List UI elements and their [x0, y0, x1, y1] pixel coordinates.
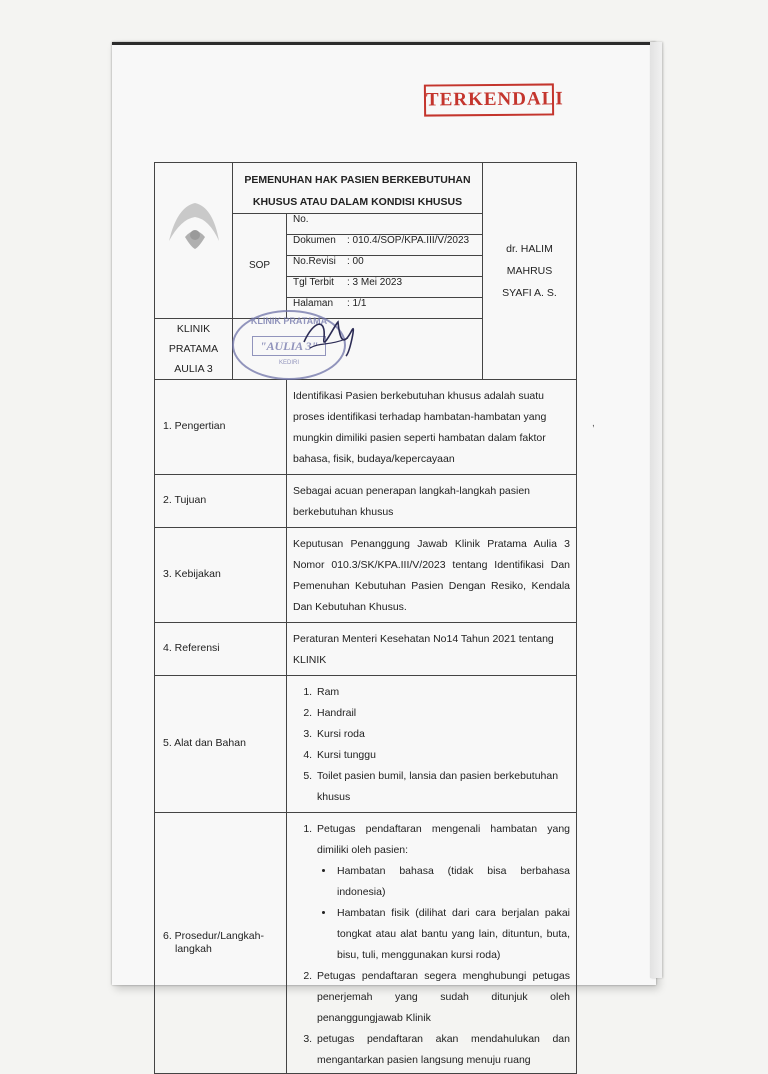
sop-label: SOP [233, 214, 287, 319]
sop-table [154, 162, 577, 1074]
section-label-referensi: 4. Referensi [155, 623, 287, 676]
section-label-tujuan: 2. Tujuan [155, 475, 287, 528]
list-item: 4. Kursi tunggu [315, 745, 570, 766]
margin-mark: , [592, 418, 595, 429]
signer-name: dr. HALIM MAHRUS SYAFI A. S. [483, 163, 577, 380]
section-steps-prosedur [287, 813, 577, 1074]
section-label-kebijakan: 3. Kebijakan [155, 528, 287, 623]
document-title: PEMENUHAN HAK PASIEN BERKEBUTUHAN KHUSUS ATAU DALAM KONDISI KHUSUS [233, 163, 483, 214]
list-item: 1. Petugas pendaftaran mengenali hambatan yang dimiliki oleh pasien: • Hambatan bahasa (tidak bisa berbahasa indonesia) • Hambatan fisik (dilihat dari cara berjalan pakai tongkat atau alat bantu yang lain, dituntun, buta, bisu, tuli, menggunakan kursi roda) [315, 819, 570, 966]
section-text-tujuan: Sebagai acuan penerapan langkah-langkah pasien berkebutuhan khusus [287, 475, 577, 528]
clinic-name: KLINIK PRATAMA AULIA 3 [155, 319, 233, 380]
controlled-stamp: TERKENDALI [424, 83, 554, 116]
section-label-alat-bahan: 5. Alat dan Bahan [155, 676, 287, 813]
meta-tgl-terbit: Tgl Terbit : 3 Mei 2023 [287, 277, 483, 298]
bullet-item: • Hambatan bahasa (tidak bisa berbahasa indonesia) [335, 861, 570, 903]
list-item: 3. Kursi roda [315, 724, 570, 745]
section-text-referensi: Peraturan Menteri Kesehatan No14 Tahun 2021 tentang KLINIK [287, 623, 577, 676]
clinic-logo-icon [155, 163, 231, 283]
list-item: 2. Handrail [315, 703, 570, 724]
meta-revisi: No.Revisi : 00 [287, 256, 483, 277]
section-text-kebijakan: Keputusan Penanggung Jawab Klinik Pratama Aulia 3 Nomor 010.3/SK/KPA.III/V/2023 tentang Identifikasi Dan Pemenuhan Kebutuhan Pasien Dengan Resiko, Kendala Dan Kebutuhan Khusus. [287, 528, 577, 623]
section-list-alat-bahan [287, 676, 577, 813]
signature-icon [300, 312, 360, 362]
list-item: 1. Ram [315, 682, 570, 703]
meta-halaman: Halaman : 1/1 [287, 298, 483, 319]
list-item: 2. Petugas pendaftaran segera menghubungi petugas penerjemah yang sudah ditunjuk oleh penanggungjawab Klinik [315, 966, 570, 1029]
section-text-pengertian: Identifikasi Pasien berkebutuhan khusus adalah suatu proses identifikasi terhadap hambatan-hambatan yang mungkin dimiliki pasien seperti hambatan dalam faktor bahasa, fisik, budaya/kepercayaan [287, 380, 577, 475]
list-item: 5. Toilet pasien bumil, lansia dan pasien berkebutuhan khusus [315, 766, 570, 808]
section-label-pengertian: 1. Pengertian [155, 380, 287, 475]
section-label-prosedur: 6. Prosedur/Langkah- langkah [155, 813, 287, 1074]
meta-no: No. [287, 214, 483, 235]
clinic-round-stamp: KLINIK PRATAMA "AULIA 3" KEDIRI [232, 310, 346, 380]
meta-dokumen: Dokumen : 010.4/SOP/KPA.III/V/2023 [287, 235, 483, 256]
bullet-item: • Hambatan fisik (dilihat dari cara berjalan pakai tongkat atau alat bantu yang lain, dituntun, buta, bisu, tuli, menggunakan kursi roda) [335, 903, 570, 966]
page-edge [650, 42, 662, 978]
list-item: 3. petugas pendaftaran akan mendahulukan dan mengantarkan pasien langsung menuju ruang [315, 1029, 570, 1071]
clinic-logo-cell [155, 163, 233, 319]
